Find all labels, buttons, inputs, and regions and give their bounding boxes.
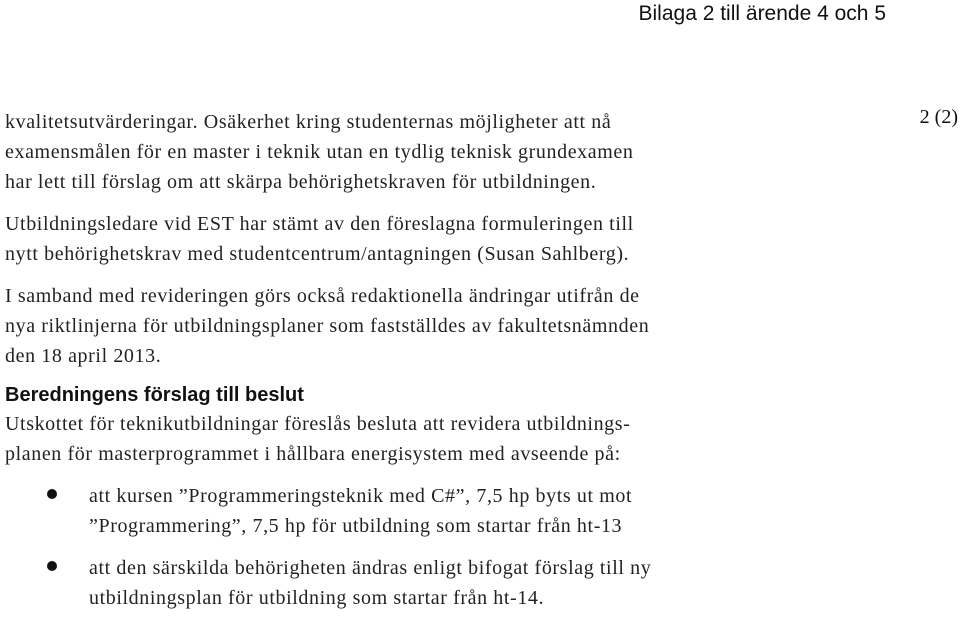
proposal-list <box>5 481 795 613</box>
text-line: att kursen ”Programmeringsteknik med C#”, 7,5 hp byts ut mot <box>89 485 633 507</box>
bullet-icon <box>47 489 57 499</box>
text-line: nya riktlinjerna för utbildningsplaner som fastställdes av fakultetsnämnden <box>5 315 650 337</box>
text-line: planen för masterprogrammet i hållbara energisystem med avseende på: <box>5 443 621 465</box>
text-line: att den särskilda behörigheten ändras enligt bifogat förslag till ny <box>89 557 652 579</box>
text-line: Utskottet för teknikutbildningar föreslås besluta att revidera utbildnings- <box>5 413 631 435</box>
page-number: 2 (2) <box>919 106 958 128</box>
text-line: I samband med revideringen görs också redaktionella ändringar utifrån de <box>5 285 640 307</box>
text-line: kvalitetsutvärderingar. Osäkerhet kring studenternas möjligheter att nå <box>5 111 612 133</box>
bullet-icon <box>47 561 57 571</box>
text-line: den 18 april 2013. <box>5 345 162 367</box>
paragraph-background <box>5 107 795 197</box>
paragraph-revision <box>5 281 795 371</box>
text-line: utbildningsplan för utbildning som startar från ht-14. <box>89 587 545 609</box>
section-heading: Beredningens förslag till beslut <box>5 384 304 406</box>
text-line: nytt behörighetskrav med studentcentrum/antagningen (Susan Sahlberg). <box>5 243 630 265</box>
document-header: Bilaga 2 till ärende 4 och 5 <box>638 2 886 25</box>
document-body <box>5 107 795 625</box>
text-line: har lett till förslag om att skärpa behörighetskraven för utbildningen. <box>5 171 597 193</box>
list-item <box>5 481 795 541</box>
text-line: Utbildningsledare vid EST har stämt av den föreslagna formuleringen till <box>5 213 634 235</box>
paragraph-consultation <box>5 209 795 269</box>
section-intro <box>5 409 795 469</box>
list-item <box>5 553 795 613</box>
text-line: examensmålen för en master i teknik utan en tydlig teknisk grundexamen <box>5 141 634 163</box>
text-line: ”Programmering”, 7,5 hp för utbildning som startar från ht-13 <box>89 515 623 537</box>
